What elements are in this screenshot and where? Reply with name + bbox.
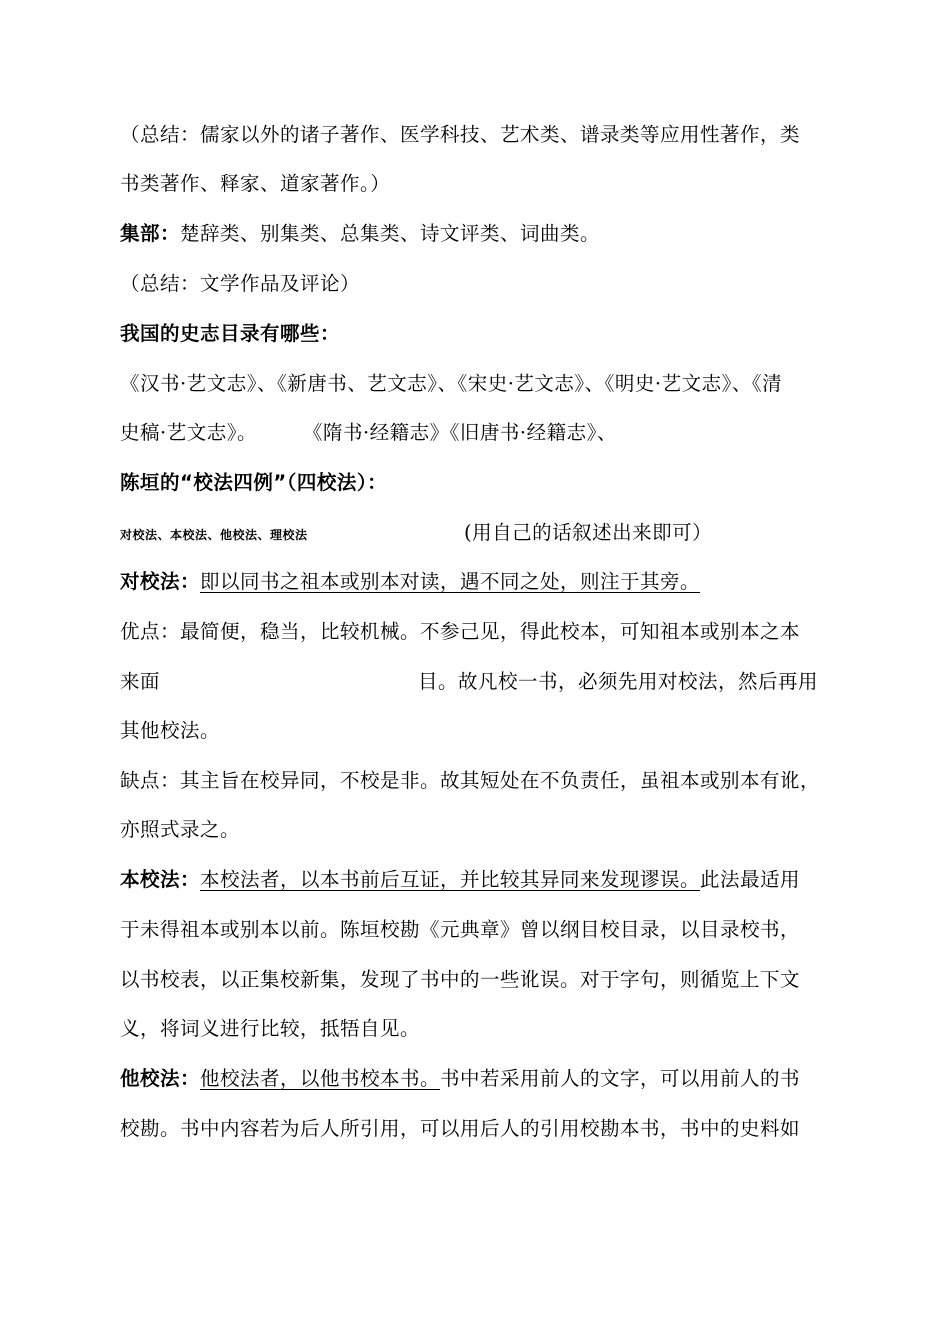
benjiao-label: 本校法： bbox=[120, 868, 201, 891]
jibu-text: 楚辞类、别集类、总集类、诗文评类、词曲类。 bbox=[180, 222, 601, 245]
duijiao-demerit-line-2: 亦照式录之。 bbox=[120, 818, 241, 841]
jiaofa-heading: 陈垣的“校法四例”（四校法）： bbox=[120, 471, 388, 494]
tajiao-rest: 书中若采用前人的文字，可以用前人的书 bbox=[440, 1067, 801, 1090]
duijiao-demerit-line-1: 缺点：其主旨在校异同，不校是非。故其短处在不负责任，虽祖本或别本有讹， bbox=[120, 769, 821, 792]
benjiao-rest: 此法最适用 bbox=[700, 868, 801, 891]
jiaofa-note: (用自己的话叙述出来即可） bbox=[464, 521, 713, 544]
summary-line-2: 书类著作、释家、道家著作。） bbox=[120, 172, 391, 195]
duijiao-definition: 即以同书之祖本或别本对读，遇不同之处，则注于其旁。 bbox=[200, 570, 701, 593]
tajiao-label: 他校法： bbox=[120, 1067, 201, 1090]
jiaofa-list: 对校法、本校法、他校法、理校法 bbox=[120, 528, 308, 542]
duijiao-merit-line-1: 优点：最简便，稳当，比较机械。不参己见，得此校本，可知祖本或别本之本 bbox=[120, 620, 801, 643]
duijiao-label: 对校法： bbox=[120, 570, 201, 593]
shizhi-heading: 我国的史志目录有哪些： bbox=[120, 322, 341, 345]
duijiao-merit-line-3: 其他校法。 bbox=[120, 719, 221, 742]
tajiao-line-1 bbox=[120, 1065, 800, 1093]
benjiao-definition: 本校法者，以本书前后互证，并比较其异同来发现谬误。 bbox=[200, 868, 701, 891]
jibu-summary: （总结：文学作品及评论） bbox=[120, 272, 361, 295]
shizhi-list-line-1: 《汉书·艺文志》、《新唐书、艺文志》、《宋史·艺文志》、《明史·艺文志》、《清 bbox=[120, 372, 783, 395]
jiaofa-list-line bbox=[120, 519, 712, 549]
tajiao-line-2: 校勘。书中内容若为后人所引用，可以用后人的引用校勘本书，书中的史料如 bbox=[120, 1117, 801, 1140]
benjiao-line-1 bbox=[120, 866, 800, 894]
tajiao-definition: 他校法者，以他书校本书。 bbox=[200, 1067, 441, 1090]
benjiao-line-4: 义，将词义进行比较，抵牾自见。 bbox=[120, 1017, 421, 1040]
summary-line-1: （总结：儒家以外的诸子著作、医学科技、艺术类、谱录类等应用性著作，类 bbox=[120, 123, 801, 146]
jibu-label: 集部： bbox=[120, 222, 181, 245]
shizhi-list-part-b: 《隋书·经籍志》《旧唐书·经籍志》、 bbox=[302, 421, 617, 444]
duijiao-merit-part-a: 来面 bbox=[120, 670, 161, 693]
benjiao-line-3: 以书校表，以正集校新集，发现了书中的一些讹误。对于字句，则循览上下文 bbox=[120, 968, 801, 991]
shizhi-list-line-2 bbox=[120, 419, 617, 447]
duijiao-merit-line-2 bbox=[120, 668, 818, 696]
shizhi-list-part-a: 史稿·艺文志》。 bbox=[120, 421, 257, 444]
duijiao-line bbox=[120, 568, 700, 596]
duijiao-merit-part-b: 目。故凡校一书，必须先用对校法，然后再用 bbox=[418, 670, 819, 693]
benjiao-line-2: 于未得祖本或别本以前。陈垣校勘《元典章》曾以纲目校目录，以目录校书， bbox=[120, 918, 801, 941]
jibu-line bbox=[120, 220, 600, 248]
